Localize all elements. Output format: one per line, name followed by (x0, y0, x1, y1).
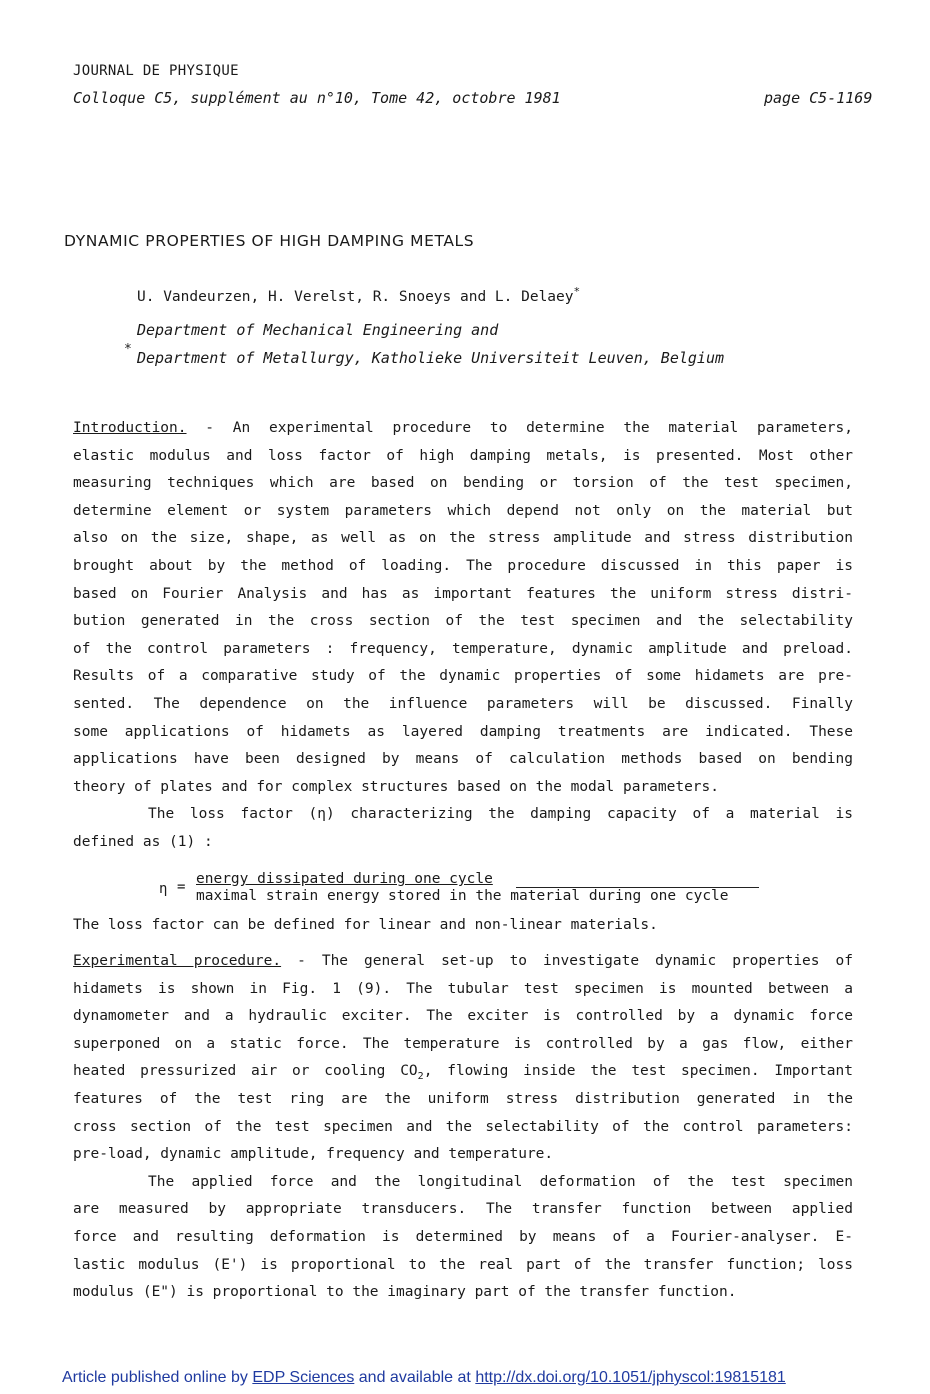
after-formula-text (73, 912, 853, 940)
intro-line: applications have been designed by means of calculation methods based on bending (73, 751, 853, 768)
intro-line: some applications of hidamets as layered damping treatments are indicated. These (73, 723, 853, 740)
loss-factor-line: The loss factor (η) characterizing the damping capacity of a material is (148, 806, 853, 823)
experimental-line: modulus (E") is proportional to the imaginary part of the transfer function. (73, 1284, 737, 1301)
co2-subscript: 2 (417, 1071, 424, 1083)
footer-prefix: Article published online by (62, 1369, 248, 1386)
author-names: U. Vandeurzen, H. Verelst, R. Snoeys and L. Delaey (137, 289, 574, 305)
doi-link[interactable]: http://dx.doi.org/10.1051/jphyscol:19815181 (475, 1369, 786, 1386)
journal-name: JOURNAL DE PHYSIQUE (73, 63, 239, 79)
intro-line: measuring techniques which are based on bending or torsion of the test specimen, (73, 475, 853, 492)
co2-text-after: , flowing inside the test specimen. Important (423, 1063, 853, 1080)
formula-numerator: energy dissipated during one cycle (196, 871, 493, 887)
affiliation-mechanical: Department of Mechanical Engineering and (137, 321, 499, 339)
intro-line: of the control parameters : frequency, temperature, dynamic amplitude and preload. (73, 640, 853, 657)
experimental-section (73, 948, 853, 1307)
page-number: page C5-1169 (764, 89, 873, 107)
experimental-heading: Experimental procedure. (73, 953, 282, 969)
footer-middle: and available at (358, 1369, 471, 1386)
intro-line: based on Fourier Analysis and has as important features the uniform stress distri- (73, 585, 853, 602)
experimental-text: - The general set-up to investigate dynamic properties of (281, 953, 853, 969)
experimental-line (73, 1058, 853, 1086)
intro-line: determine element or system parameters which depend not only on the material but (73, 502, 853, 519)
paper-title: DYNAMIC PROPERTIES OF HIGH DAMPING METALS (64, 232, 475, 250)
introduction-section (73, 415, 853, 857)
colloque-reference: Colloque C5, supplément au n°10, Tome 42, octobre 1981 (73, 89, 561, 107)
co2-text: heated pressurized air or cooling CO (73, 1063, 418, 1080)
experimental-line: dynamometer and a hydraulic exciter. The exciter is controlled by a dynamic force (73, 1008, 853, 1025)
intro-line: sented. The dependence on the influence parameters will be discussed. Finally (73, 695, 853, 712)
formula-denominator: maximal strain energy stored in the material during one cycle (196, 888, 729, 904)
intro-line (73, 415, 853, 443)
experimental-line: lastic modulus (E') is proportional to the real part of the transfer function; loss (73, 1256, 853, 1273)
intro-line: theory of plates and for complex structures based on the modal parameters. (73, 778, 720, 795)
introduction-heading: Introduction. (73, 420, 187, 436)
affiliation-star: * (124, 342, 132, 357)
experimental-line: are measured by appropriate transducers. The transfer function between applied (73, 1201, 853, 1218)
experimental-line: superponed on a static force. The temperature is controlled by a gas flow, either (73, 1035, 853, 1052)
experimental-line: hidamets is shown in Fig. 1 (9). The tubular test specimen is mounted between a (73, 980, 853, 997)
author-footnote-star: * (573, 285, 581, 298)
edp-sciences-link[interactable]: EDP Sciences (252, 1369, 355, 1386)
intro-text: - An experimental procedure to determine the material parameters, (186, 420, 853, 436)
experimental-line: The applied force and the longitudinal deformation of the test specimen (148, 1173, 853, 1190)
author-list (137, 285, 580, 305)
experimental-line: pre-load, dynamic amplitude, frequency and temperature. (73, 1146, 554, 1163)
experimental-line: cross section of the test specimen and the selectability of the control parameters: (73, 1118, 853, 1135)
formula-eta-symbol: η (159, 881, 168, 897)
publication-footer (62, 1369, 786, 1387)
after-formula-line: The loss factor can be defined for linear and non-linear materials. (73, 917, 658, 933)
intro-line: Results of a comparative study of the dynamic properties of some hidamets are pre- (73, 668, 853, 685)
formula-equals: = (177, 879, 186, 895)
loss-factor-line: defined as (1) : (73, 833, 213, 850)
intro-line: bution generated in the cross section of the test specimen and the selectability (73, 613, 853, 630)
intro-line: brought about by the method of loading. The procedure discussed in this paper is (73, 557, 853, 574)
experimental-line: features of the test ring are the uniform stress distribution generated in the (73, 1090, 853, 1107)
experimental-line (73, 948, 853, 976)
intro-line: elastic modulus and loss factor of high damping metals, is presented. Most other (73, 447, 853, 464)
affiliation-metallurgy: Department of Metallurgy, Katholieke Universiteit Leuven, Belgium (137, 349, 724, 367)
experimental-line: force and resulting deformation is determined by means of a Fourier-analyser. E- (73, 1228, 853, 1245)
intro-line: also on the size, shape, as well as on the stress amplitude and stress distribution (73, 530, 853, 547)
